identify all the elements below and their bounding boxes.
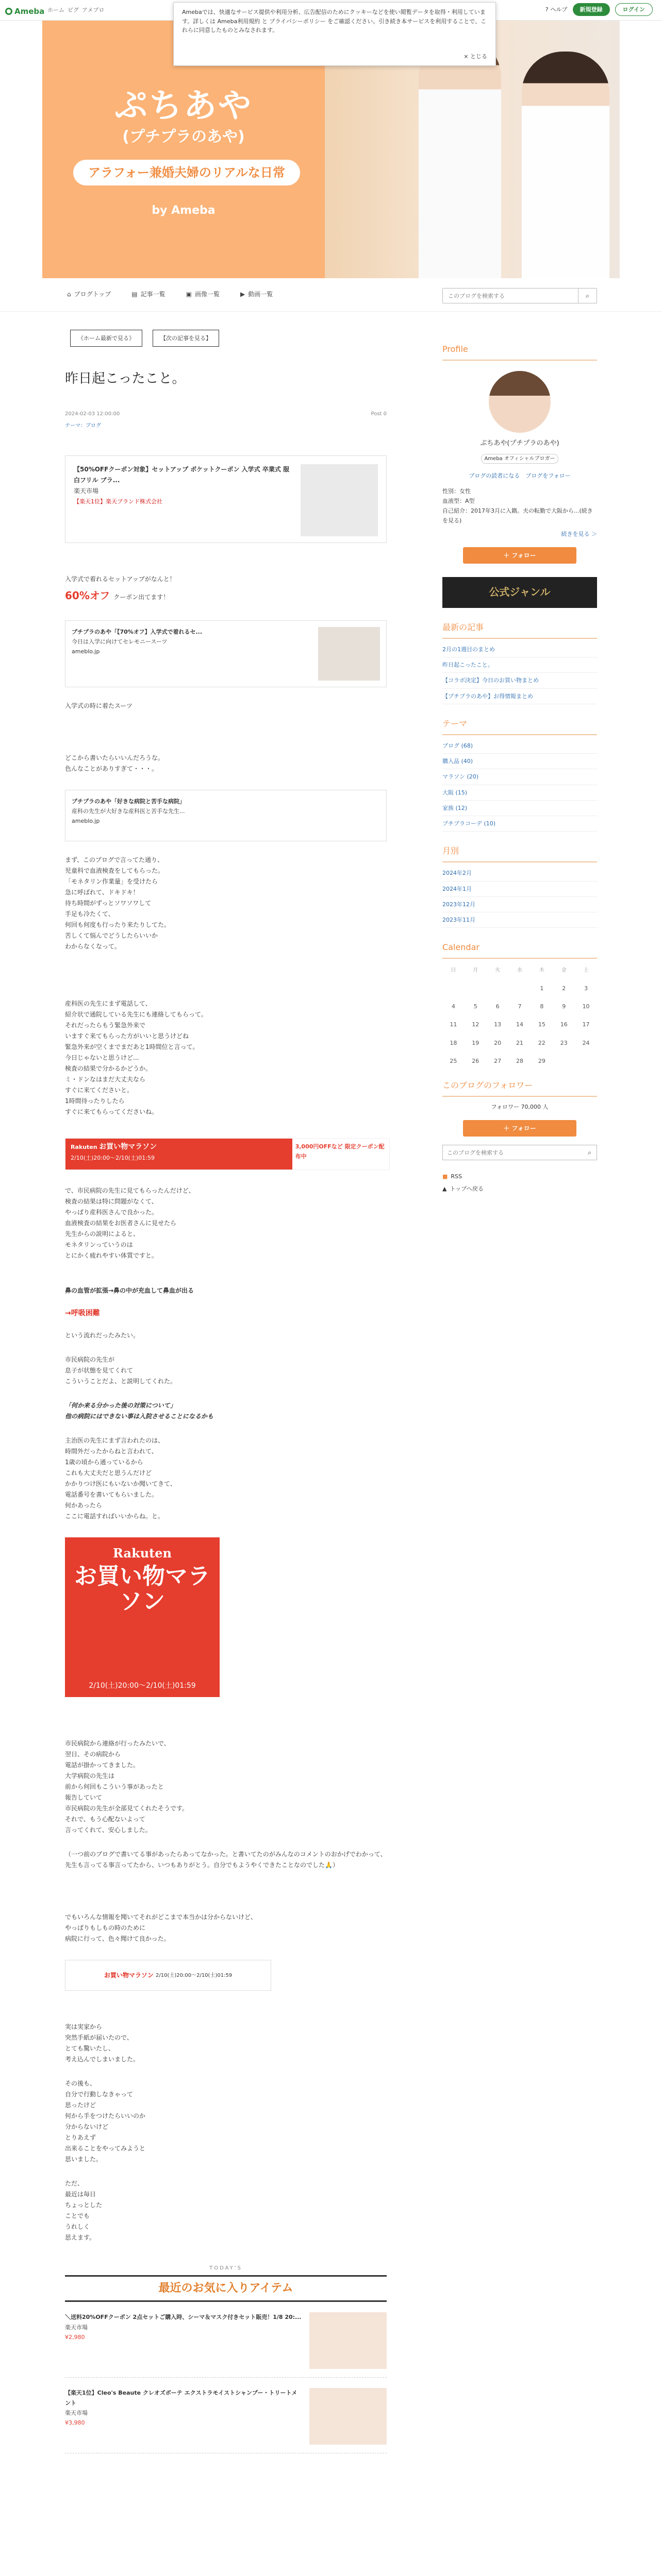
- global-nav: [47, 5, 104, 15]
- calendar-day: [442, 984, 465, 993]
- entry-theme[interactable]: テーマ：ブログ: [65, 423, 101, 429]
- month-item[interactable]: 2024年2月: [442, 866, 597, 881]
- calendar-day[interactable]: 19: [472, 1039, 479, 1046]
- ameba-mark-icon: [5, 8, 12, 15]
- calendar-day[interactable]: 4: [451, 1003, 455, 1010]
- link-card-image: [318, 627, 380, 681]
- calendar-day[interactable]: 3: [584, 985, 588, 992]
- paragraph: 主治医の先生にまず言われたのは、 時間外だったからねと言われて、 1歳の頃から通っているから これも大丈夫だと思うんだけど かかりつけ医にもいないか聞いてきて、 電話番号を書いてもらいました。 何かあったら ここに電話すればいいからね。と。: [65, 1437, 176, 1520]
- theme-item[interactable]: プチプラコーデ (10): [442, 816, 597, 832]
- month-item[interactable]: 2024年1月: [442, 882, 597, 897]
- consent-close-button[interactable]: × とじる: [464, 53, 487, 60]
- sidebar-footer: [442, 1171, 597, 1195]
- calendar-day[interactable]: 25: [450, 1057, 457, 1064]
- product-shop: 楽天市場: [74, 487, 99, 495]
- paragraph: まず、このブログで言ってた通り、 児童科で血液検査をしてもらった。 「モネタリン作業量」を受けたら 急に呼ばれて、ドキドキ！ 待ち時間がずっとソワソワして 手足も冷たくて、 何回も何度も行ったり来たりしてた。 苦しくて悩んでどうしたらいいか わからなくなって。: [65, 856, 171, 950]
- calendar-weekday: 火: [495, 968, 501, 974]
- today-title: 最近のお気に入りアイテム: [158, 2281, 293, 2295]
- link-card-desc: 産科の先生が大好きな産科医と苦手な先生...: [72, 808, 185, 815]
- calendar-weekday: 日: [451, 968, 456, 974]
- help-link[interactable]: ? ヘルプ: [545, 5, 568, 14]
- prev-entry-button[interactable]: 《ホーム最新で見る》: [70, 330, 142, 347]
- blog-link-card[interactable]: [65, 790, 387, 841]
- theme-item[interactable]: マラソン (20): [442, 769, 597, 785]
- calendar-day: [509, 984, 531, 993]
- theme-list: [442, 738, 597, 832]
- follow-button-bottom[interactable]: ＋ フォロー: [463, 1120, 576, 1137]
- calendar-day[interactable]: 18: [450, 1039, 457, 1046]
- blog-title: ぷちあや: [114, 87, 253, 125]
- blog-link-card[interactable]: [65, 620, 387, 687]
- entry-meta: [65, 410, 387, 419]
- calendar-heading: Calendar: [442, 940, 597, 959]
- calendar-day[interactable]: 1: [540, 985, 544, 992]
- link-card-source: ameblo.jp: [72, 648, 100, 655]
- search-icon[interactable]: ⌕: [578, 289, 597, 303]
- blog-tagline: アラフォー兼婚夫婦のリアルな日常: [73, 160, 300, 185]
- theme-heading: テーマ: [442, 717, 597, 735]
- product-card[interactable]: [65, 455, 387, 543]
- nav-video-list[interactable]: ▶ 動画一覧: [240, 289, 273, 300]
- paragraph: どこから書いたらいいんだろうな。 色んなことがありすぎて・・・。: [65, 754, 164, 772]
- rakuten-coupon: 3,000円OFFなど 限定クーポン配布中: [295, 1143, 385, 1160]
- profile-info: 性別：女性 血液型：A型 自己紹介：2017年3月に入籍。夫の転勤で大阪から...(続きを見る): [442, 487, 593, 524]
- calendar-day[interactable]: 7: [518, 1003, 522, 1010]
- follower-heading: このブログのフォロワー: [442, 1078, 597, 1097]
- by-ameba: by Ameba: [152, 204, 216, 217]
- calendar-day[interactable]: 26: [472, 1057, 479, 1064]
- paragraph: でもいろんな情報を聞いてそれがどこまで本当かは分からないけど、 やっぱりもしもの時のために 病院に行って、色々聞けて良かった。: [65, 1913, 257, 1943]
- month-item[interactable]: 2023年12月: [442, 897, 597, 912]
- pager: [70, 330, 387, 347]
- arrow-up-icon: ▲: [442, 1185, 447, 1192]
- rakuten-strip-banner[interactable]: お買い物マラソン 2/10(土)20:00～2/10(土)01:59: [65, 1960, 271, 1991]
- calendar-day[interactable]: 8: [540, 1003, 544, 1010]
- groom-image: [419, 36, 501, 278]
- calendar-day[interactable]: 17: [582, 1021, 590, 1028]
- rakuten-brand: Rakuten: [113, 1546, 172, 1561]
- rakuten-banner[interactable]: [65, 1138, 390, 1170]
- paragraph: 市民病院の先生が 息子が状態を見てくれて こういうことだよ、と説明してくれた。: [65, 1356, 177, 1385]
- rakuten-big-banner[interactable]: [65, 1537, 220, 1697]
- month-heading: 月別: [442, 844, 597, 862]
- theme-item[interactable]: 大阪 (15): [442, 785, 597, 801]
- recent-item[interactable]: 昨日起こったこと。: [442, 657, 597, 673]
- calendar-day[interactable]: 24: [582, 1039, 590, 1046]
- today-items-header: [65, 2264, 387, 2302]
- sale-discount: 60%オフ: [65, 589, 110, 602]
- link-card-title: プチプラのあや「【70%オフ】入学式で着れるセ...: [72, 628, 203, 635]
- fav-item-image: [309, 2312, 387, 2369]
- nav-pigg[interactable]: ピグ: [68, 7, 79, 13]
- nav-entry-list[interactable]: ▤ 記事一覧: [131, 289, 165, 300]
- consent-text: Amebaでは、快適なサービス提供や利用分析、広告配信のためにクッキーなどを使い閲覧データを取得・利用しています。詳しくは Ameba利用規約 と プライバシーポリシー をご確認ください。引き続き本サービスを利用することで、これらに同意したものとみなされます。: [182, 9, 487, 34]
- link-card-desc: 今日は入学に向けてセレモニースーツ: [72, 638, 168, 645]
- rss-link[interactable]: ■ RSS: [442, 1171, 597, 1182]
- follow-button[interactable]: ＋ フォロー: [463, 547, 576, 564]
- calendar-weekday: 金: [561, 968, 567, 974]
- recent-item[interactable]: 2月の1週目のまとめ: [442, 642, 597, 657]
- month-item[interactable]: 2023年11月: [442, 912, 597, 928]
- sidebar: [442, 330, 597, 1195]
- home-icon: ⌂: [67, 291, 71, 298]
- blog-subtitle: (プチプラのあや): [122, 128, 245, 146]
- calendar-day[interactable]: 2: [562, 985, 566, 992]
- calendar-day[interactable]: 21: [516, 1039, 523, 1046]
- calendar-weekday: 水: [517, 968, 522, 974]
- calendar-day[interactable]: 28: [516, 1057, 523, 1064]
- rakuten-title: お買い物マラソン: [74, 1563, 210, 1615]
- entry-date: 2024-02-03 12:00:00: [65, 411, 120, 417]
- paragraph: ただ、 最近は毎日 ちょっとした ことでも うれしく 思えます。: [65, 2180, 103, 2242]
- paragraph: で、市民病院の先生に見てもらったんだけど、 検査の結果は特に問題がなくて、 やっぱり産科医さんで良かった。 血液検査の結果をお医者さんに見せたら 先生からの説明によると、 モネタリンっていうのは とにかく疲れやすい体質ですと。: [65, 1187, 195, 1259]
- calendar-day[interactable]: 23: [560, 1039, 568, 1046]
- blog-search-input[interactable]: [443, 289, 577, 303]
- calendar-weekday: 土: [583, 968, 589, 974]
- today-label: TODAY'S: [209, 2265, 242, 2272]
- product-rank: 【楽天1位】楽天ブランド株式会社: [74, 498, 162, 505]
- calendar-day: [575, 1056, 597, 1066]
- login-button[interactable]: ログイン: [615, 3, 653, 16]
- image-icon: ▣: [186, 291, 192, 298]
- ameba-logo[interactable]: Ameba: [5, 5, 44, 18]
- calendar-day: [553, 1056, 575, 1066]
- paragraph: 入学式の時に着たスーツ: [65, 702, 133, 709]
- nav-image-list[interactable]: ▣ 画像一覧: [186, 289, 220, 300]
- sale-text: 入学式で着れるセットアップがなんと！ 60%オフ クーポン出てます！: [65, 575, 176, 602]
- blog-search: [442, 288, 597, 303]
- calendar-day[interactable]: 15: [538, 1021, 545, 1028]
- nav-home[interactable]: ホーム: [47, 7, 64, 13]
- fav-item-image: [309, 2388, 387, 2445]
- product-title: 【50%OFFクーポン対象】セットアップ ポケットクーポン 入学式 卒業式 服白フリル ブラ...: [74, 465, 289, 484]
- sidebar-search: [442, 1145, 597, 1160]
- avatar[interactable]: [489, 371, 551, 433]
- calendar-day[interactable]: 14: [516, 1021, 523, 1028]
- share-button[interactable]: Post 0: [371, 411, 387, 417]
- document-icon: ▤: [131, 291, 138, 298]
- genre-banner[interactable]: 公式ジャンル: [442, 577, 597, 608]
- entry-title: 昨日起こったこと。: [65, 371, 186, 387]
- product-image: [301, 464, 378, 536]
- register-button[interactable]: 新規登録: [573, 3, 610, 16]
- calendar-day: [487, 984, 509, 993]
- calendar-day[interactable]: 16: [560, 1021, 568, 1028]
- link-card-source: ameblo.jp: [72, 818, 100, 825]
- follower-count: フォロワー 70,000 人: [491, 1104, 549, 1110]
- rakuten-date: 2/10(土)20:00～2/10(土)01:59: [89, 1681, 196, 1690]
- nav-blog-top[interactable]: ⌂ ブログトップ: [67, 289, 111, 300]
- recent-list: [442, 642, 597, 704]
- nav-ameblo[interactable]: アメブロ: [82, 7, 105, 13]
- cookie-consent: [173, 2, 496, 66]
- rakuten-date: 2/10(土)20:00～2/10(土)01:59: [71, 1155, 155, 1162]
- quote-paragraph: （一つ前のブログで書いてる事があったらあってなかった。と書いてたのがみんなのコメントのおかげでわかって、先生も言ってる事言ってたから、いつもありがとう。自分でもようやくできたことなのでした🙏）: [65, 1851, 387, 1869]
- profile-links[interactable]: ブログの読者になる ブログをフォロー: [469, 472, 571, 480]
- calendar-day[interactable]: 29: [538, 1057, 545, 1064]
- calendar-day: [465, 984, 487, 993]
- calendar-day[interactable]: 6: [495, 1003, 500, 1010]
- calendar-weekday: 木: [539, 968, 544, 974]
- back-to-top-link[interactable]: ▲ トップへ戻る: [442, 1183, 597, 1195]
- link-card-title: プチプラのあや「好きな病院と苦手な病院」: [72, 798, 185, 805]
- recent-item[interactable]: 【プチプラのあや】お得情報まとめ: [442, 689, 597, 704]
- profile-more-link[interactable]: 続きを見る ＞: [561, 530, 597, 537]
- search-icon[interactable]: ⌕: [588, 1149, 591, 1157]
- paragraph: 市民病院から連絡が行ったみたいで、 翌日、その病院から 電話が掛かってきました。 大学病院の先生は 前から何回もこういう事があったと 報告していて 市民病院の先生が全部見てくれたそうです。 それで、もう心配ないよって 言ってくれて、安心しました。: [65, 1740, 189, 1834]
- highlight-quote: 「何か来る分かった後の対策について」 他の病院にはできない事は入院させることになるかも: [65, 1402, 214, 1420]
- theme-item[interactable]: 家族 (12): [442, 801, 597, 816]
- calendar-day[interactable]: 22: [538, 1039, 545, 1046]
- fav-item[interactable]: 【楽天1位】Cleo's Beaute クレオズボーテ エクストラモイストシャンプー・トリートメント 楽天市場 ¥3,980: [65, 2388, 387, 2453]
- theme-item[interactable]: 購入品 (40): [442, 754, 597, 769]
- paragraph: 産科医の先生にまず電話して、 紹介状で通院している先生にも連絡してもらって。 それだったらもう緊急外来で いますぐ来てもらった方がいいと思うけどね 緊急外来が空くまでまだあと1時間位と言って。 今日じゃないと思うけど... 検査の結果で分かるかどうか。 ミ・ドンなはまだ大丈夫なら すぐに来てくださいと。 1時間待ったりしたら すぐに来てもらってくださいね。: [65, 999, 207, 1115]
- profile-nickname[interactable]: ぷちあや(プチプラのあや): [480, 439, 559, 447]
- rakuten-title: お買い物マラソン: [99, 1142, 157, 1151]
- entry-main: [65, 330, 387, 2453]
- bride-image: [522, 52, 609, 278]
- paragraph: 実は実家から 突然手紙が届いたので、 とても驚いたし、 考え込んでしまいました。: [65, 2023, 140, 2063]
- calendar-day[interactable]: 5: [473, 1003, 477, 1010]
- theme-item[interactable]: ブログ (68): [442, 738, 597, 754]
- calendar-day[interactable]: 12: [472, 1021, 479, 1028]
- next-entry-button[interactable]: 【次の記事を見る】: [153, 330, 219, 347]
- rakuten-brand: Rakuten: [71, 1143, 97, 1150]
- calendar-day[interactable]: 20: [494, 1039, 502, 1046]
- blog-nav: [0, 281, 662, 312]
- month-list: [442, 866, 597, 928]
- calendar-day[interactable]: 11: [450, 1021, 457, 1028]
- profile-heading: Profile: [442, 342, 597, 361]
- fav-item[interactable]: ＼送料20%OFFクーポン 2点セットご購入時、シーマ＆マスク付きセット販売！1/8 20:... 楽天市場 ¥2,980: [65, 2312, 387, 2378]
- rss-icon: ■: [442, 1173, 448, 1180]
- official-badge: Ameba オフィシャルブロガー: [481, 454, 558, 464]
- calendar-day[interactable]: 10: [582, 1003, 590, 1010]
- recent-heading: 最新の記事: [442, 620, 597, 639]
- calendar-day[interactable]: 9: [562, 1003, 566, 1010]
- paragraph: その後も、 自分で行動しなきゃって 思ったけど 何から手をつけたらいいのか 分からないけど とりあえず 出来ることをやってみようと 思いました。: [65, 2080, 146, 2163]
- calendar-weekday: 月: [473, 968, 478, 974]
- sidebar-search-input[interactable]: [443, 1145, 572, 1160]
- video-icon: ▶: [240, 291, 245, 298]
- calendar: [442, 966, 597, 1066]
- highlight-block: 鼻の血管が拡張→鼻の中が充血して鼻血が出る →呼吸困難 という流れだったみたい。: [65, 1286, 194, 1340]
- recent-item[interactable]: 【コラボ決定】今日のお買い物まとめ: [442, 673, 597, 688]
- calendar-day[interactable]: 27: [494, 1057, 502, 1064]
- sale-coupon-text: クーポン出てます！: [113, 593, 170, 601]
- calendar-day[interactable]: 13: [494, 1021, 502, 1028]
- help-icon: ?: [545, 6, 549, 13]
